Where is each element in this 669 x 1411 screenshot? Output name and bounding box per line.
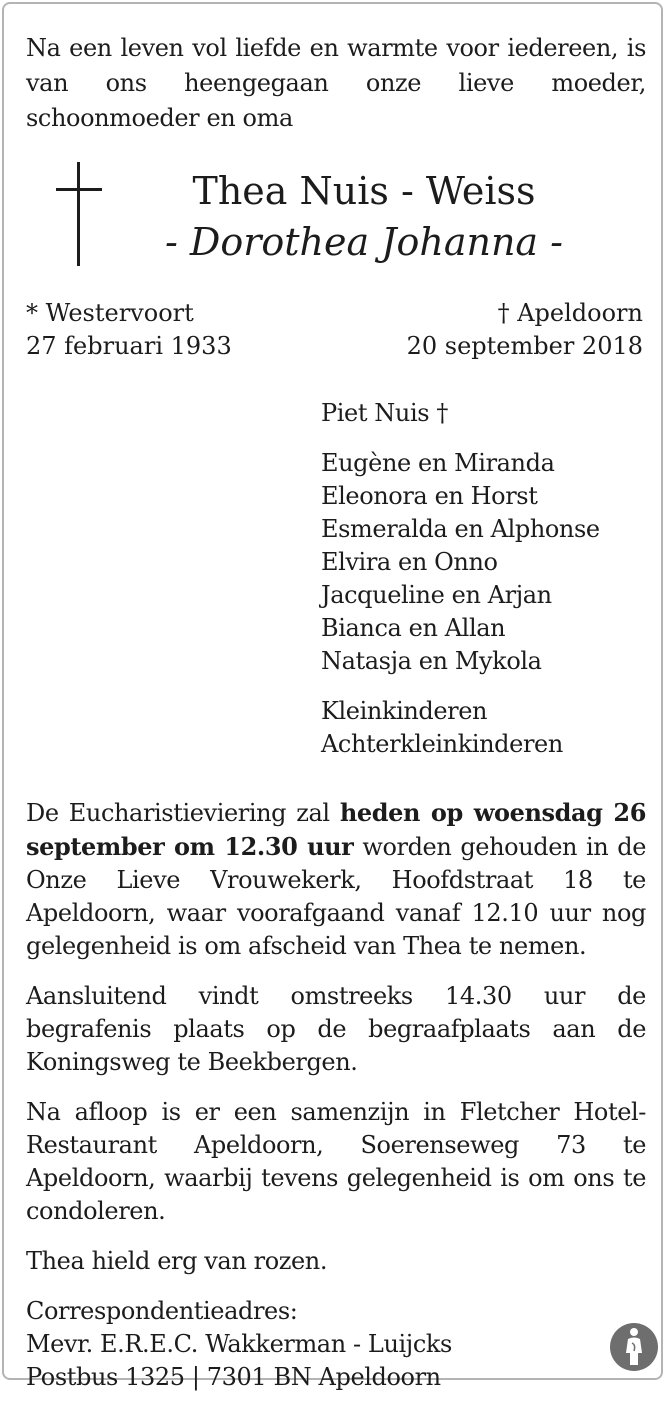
intro-text: Na een leven vol liefde en warmte voor iedereen, is van ons heengegaan onze lieve moeder, schoonmoeder en oma — [26, 34, 646, 132]
intro-text-block — [26, 31, 646, 136]
service-datetime: heden op woensdag 26 september om 12.30 uur — [26, 798, 646, 861]
service-paragraph — [26, 796, 646, 963]
child-entry: Jacqueline en Arjan — [321, 581, 552, 609]
mourning-figure-logo — [610, 1323, 658, 1371]
children-group — [321, 447, 600, 678]
spouse-name: Piet Nuis † — [321, 399, 448, 427]
birth-info — [26, 297, 232, 363]
obituary-card — [2, 2, 663, 1391]
roses-paragraph: Thea hield erg van rozen. — [26, 1247, 328, 1275]
family-list — [321, 397, 600, 778]
child-entry: Elvira en Onno — [321, 548, 498, 576]
child-entry: Eleonora en Horst — [321, 482, 538, 510]
reception-paragraph: Na afloop is er een samenzijn in Fletcher Hotel-Restaurant Apeldoorn, Soerenseweg 73 te Apeldoorn, waarbij tevens gelegenheid is om ons te condoleren. — [26, 1098, 646, 1225]
grandchildren-entry: Kleinkinderen — [321, 697, 488, 725]
deceased-name: Thea Nuis - Weiss — [192, 169, 536, 213]
birth-place: * Westervoort — [26, 299, 194, 327]
correspondence-block — [26, 1295, 646, 1394]
child-entry: Natasja en Mykola — [321, 647, 542, 675]
correspondence-name: Mevr. E.R.E.C. Wakkerman - Luijcks — [26, 1330, 452, 1358]
birth-date: 27 februari 1933 — [26, 332, 232, 360]
child-entry: Eugène en Miranda — [321, 449, 555, 477]
burial-paragraph: Aansluitend vindt omstreeks 14.30 uur de begrafenis plaats op de begraafplaats aan de Koningsweg te Beekbergen. — [26, 982, 646, 1076]
death-date: 20 september 2018 — [406, 332, 643, 360]
cross-icon — [56, 162, 102, 266]
child-entry: Esmeralda en Alphonse — [321, 515, 600, 543]
service-details — [26, 796, 646, 1411]
service-suffix: worden gehouden in de Onze Lieve Vrouwekerk, Hoofdstraat 18 te Apeldoorn, waar voorafgaand vanaf 12.10 uur nog gelegenheid is om afscheid van Thea te nemen. — [26, 833, 647, 960]
correspondence-address: Postbus 1325 | 7301 BN Apeldoorn — [26, 1363, 441, 1391]
spouse-group — [321, 397, 600, 430]
grandchildren-entry: Achterkleinkinderen — [321, 730, 563, 758]
grandchildren-group — [321, 695, 600, 761]
service-prefix: De Eucharistieviering zal — [26, 799, 340, 827]
correspondence-label: Correspondentieadres: — [26, 1297, 298, 1325]
death-info — [407, 297, 643, 363]
deceased-given-names: - Dorothea Johanna - — [164, 220, 564, 264]
child-entry: Bianca en Allan — [321, 614, 506, 642]
death-place: † Apeldoorn — [497, 299, 643, 327]
